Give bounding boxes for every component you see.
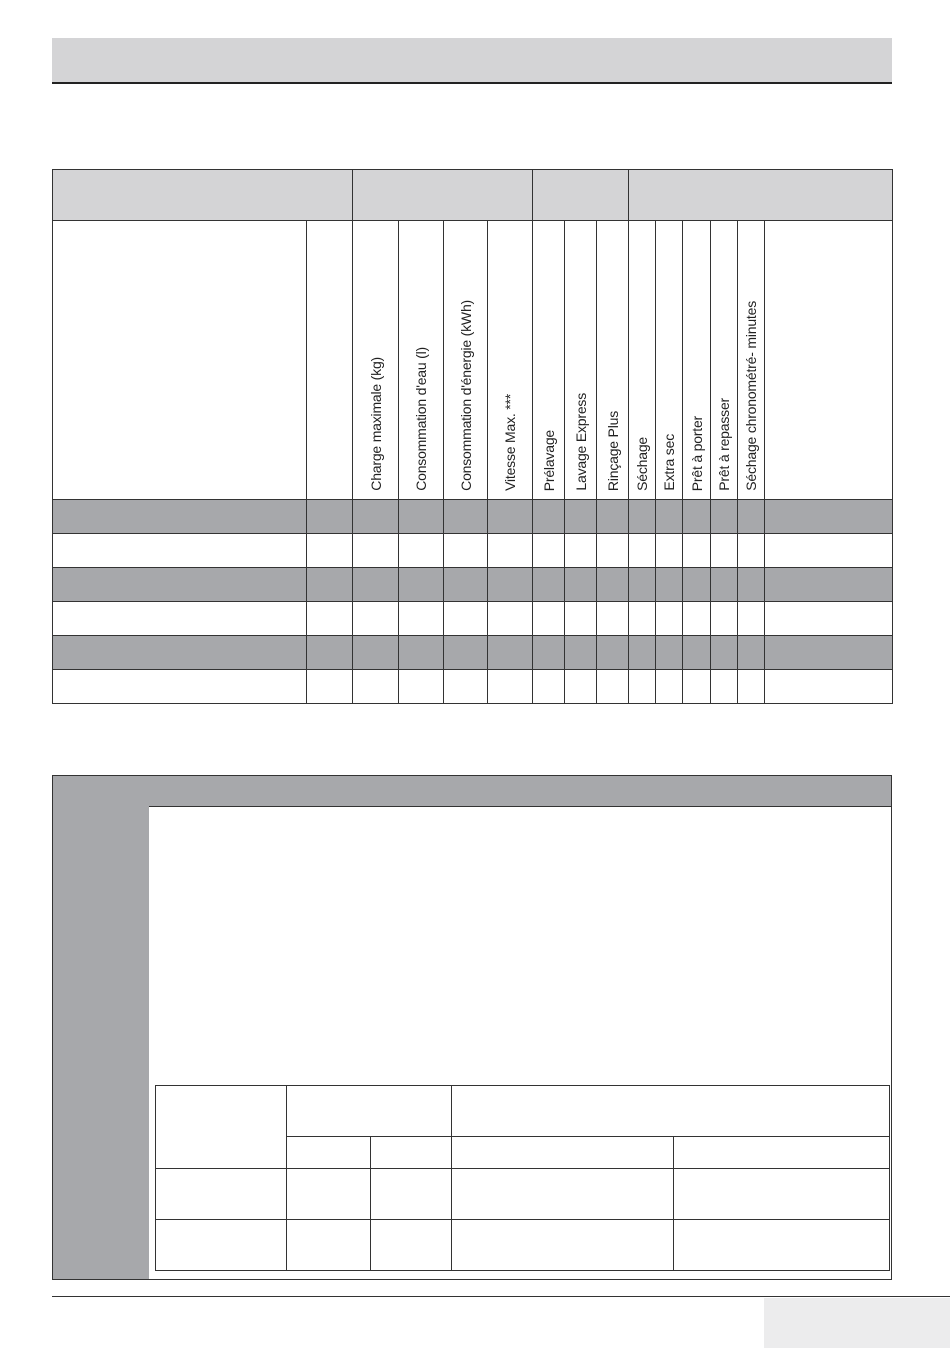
column-label: Lavage Express [572, 393, 589, 491]
program-table [52, 169, 893, 704]
column-label: Vitesse Max. *** [502, 394, 518, 491]
column-header-extra-dry [656, 221, 683, 500]
column-header-ready-to-iron [711, 221, 738, 500]
column-label: Prêt à repasser [716, 398, 733, 491]
section-sidebar [53, 776, 149, 1279]
table-row [53, 568, 893, 602]
section-title-bar [149, 776, 891, 807]
table-row [156, 1220, 890, 1271]
table-header-row [156, 1086, 890, 1137]
group-header-consumption [353, 170, 533, 221]
column-header-max-load [353, 221, 399, 500]
column-label: Séchage [634, 437, 651, 491]
table-row [53, 670, 893, 704]
group-header-drying [629, 170, 893, 221]
column-label: Séchage chronométré- minutes [743, 301, 760, 491]
group-header-program [53, 170, 353, 221]
group-header-options [533, 170, 629, 221]
page-header-bar [52, 38, 892, 84]
table-row [53, 534, 893, 568]
column-header-express [565, 221, 597, 500]
column-header-rinse-plus [597, 221, 629, 500]
column-header-water [399, 221, 444, 500]
column-label: Consommation d'énergie (kWh) [457, 300, 474, 491]
column-label: Extra sec [661, 434, 678, 491]
temperature-header-cell [307, 221, 353, 500]
table-row [53, 602, 893, 636]
table-row [156, 1169, 890, 1220]
column-header-timed-drying [738, 221, 765, 500]
table-group-header-row [53, 170, 893, 221]
column-label: Rinçage Plus [604, 410, 621, 491]
table-header-cell [287, 1086, 452, 1137]
footer-rule [52, 1296, 950, 1297]
column-label: Charge maximale (kg) [367, 357, 384, 491]
table-row [53, 500, 893, 534]
table-header-cell [156, 1086, 287, 1169]
column-label: Prêt à porter [688, 415, 705, 491]
column-header-energy [444, 221, 488, 500]
table-header-cell [452, 1086, 890, 1137]
table-row [53, 636, 893, 670]
program-name-header-cell [53, 221, 307, 500]
notes-header-cell [765, 221, 893, 500]
column-label: Consommation d'eau (l) [413, 347, 429, 491]
column-header-prewash [533, 221, 565, 500]
measurement-table [155, 1085, 890, 1271]
column-header-drying [629, 221, 656, 500]
table-column-header-row [53, 221, 893, 500]
column-header-ready-to-wear [683, 221, 711, 500]
column-label: Prélavage [540, 429, 557, 491]
page-number-box [764, 1298, 950, 1348]
column-header-speed [488, 221, 533, 500]
